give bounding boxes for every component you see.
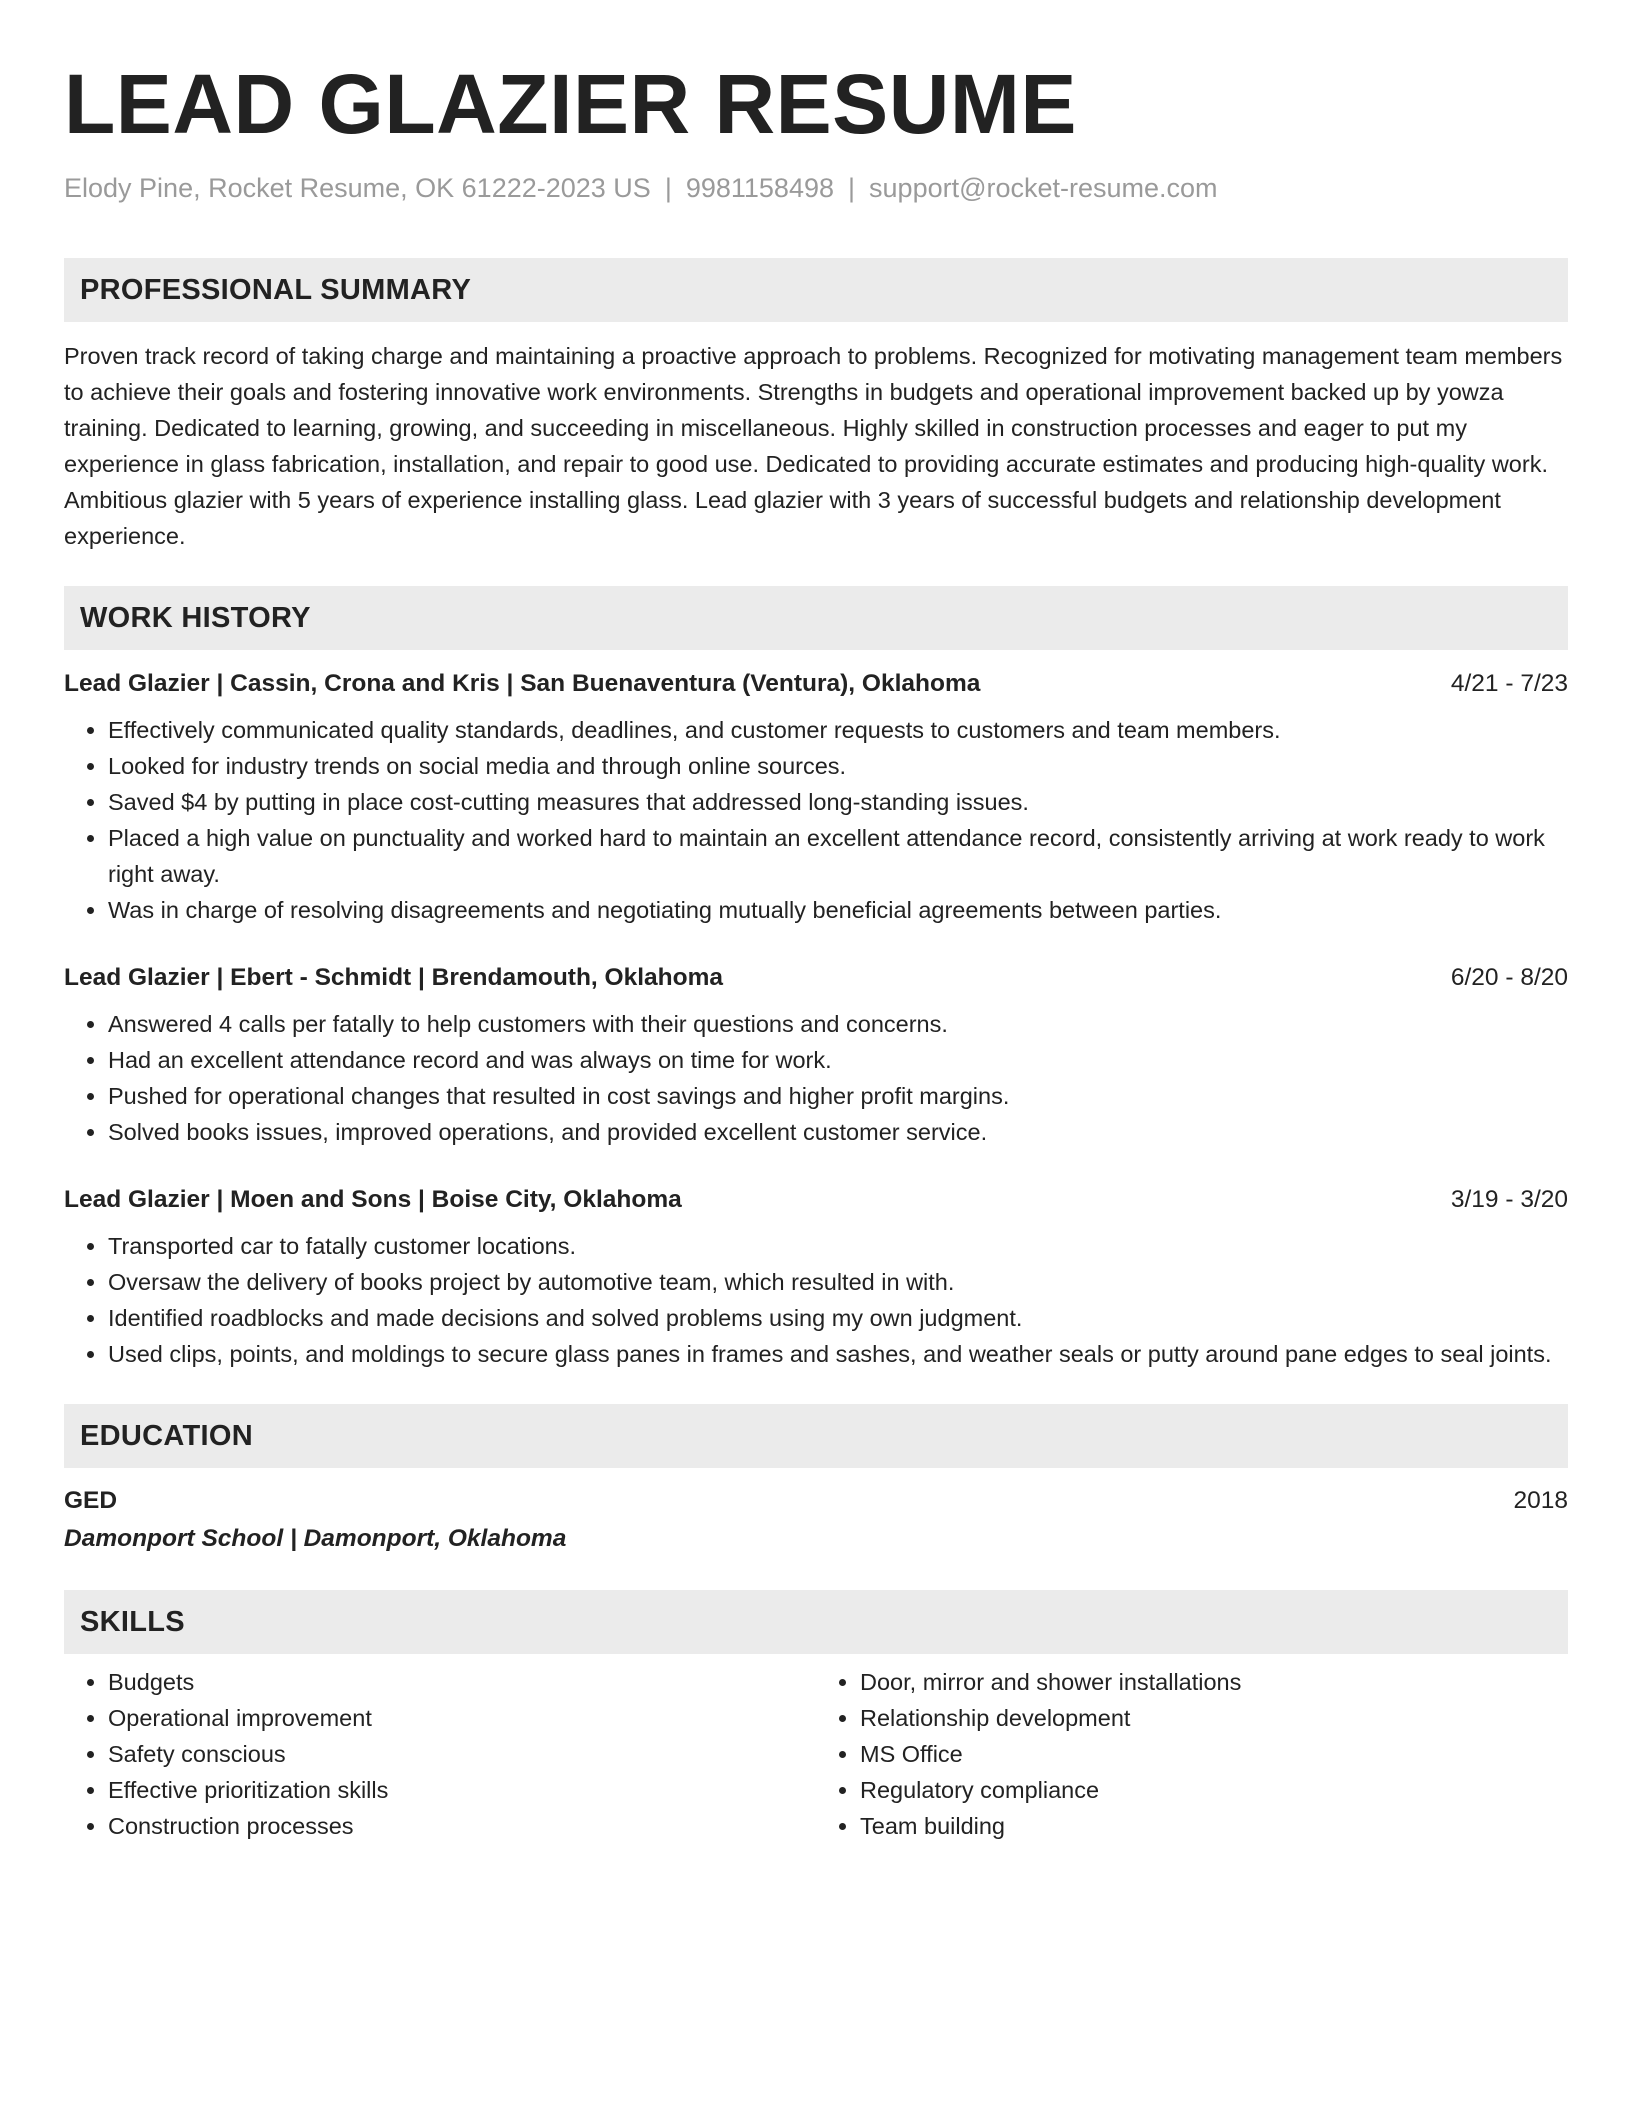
job-entry [64,1182,1568,1372]
contact-address: Elody Pine, Rocket Resume, OK 61222-2023 US [64,173,651,203]
section-header-summary: PROFESSIONAL SUMMARY [64,258,1568,322]
skills-list-right [816,1664,1568,1844]
education-school: Damonport School | Damonport, Oklahoma [64,1525,567,1552]
contact-phone: 9981158498 [685,173,835,203]
section-header-education: EDUCATION [64,1404,1568,1468]
page-title: LEAD GLAZIER RESUME [64,57,1077,151]
skill-item: • Team building [860,1808,1568,1844]
skill-item: • MS Office [860,1736,1568,1772]
list-item: • Identified roadblocks and made decisions and solved problems using my own judgment. [108,1300,1568,1336]
job-bullets [64,1006,1568,1150]
list-item: • Solved books issues, improved operations, and provided excellent customer service. [108,1114,1568,1150]
skills-list-left [64,1664,816,1844]
list-item: • Looked for industry trends on social media and through online sources. [108,748,1568,784]
list-item: • Effectively communicated quality standards, deadlines, and customer requests to customers and team members. [108,712,1568,748]
section-header-skills: SKILLS [64,1590,1568,1654]
skills-columns [64,1664,1568,1844]
job-header [64,666,1568,702]
job-dates: 6/20 - 8/20 [1450,964,1568,991]
job-dates: 3/19 - 3/20 [1450,1186,1568,1213]
list-item: • Placed a high value on punctuality and worked hard to maintain an excellent attendance record, consistently arriving at work ready to work right away. [108,820,1568,892]
job-header [64,960,1568,996]
summary-section [64,258,1568,554]
skill-item: • Relationship development [860,1700,1568,1736]
job-title: Lead Glazier | Cassin, Crona and Kris | San Buenaventura (Ventura), Oklahoma [64,670,981,697]
job-bullets [64,1228,1568,1372]
list-item: • Used clips, points, and moldings to secure glass panes in frames and sashes, and weather seals or putty around pane edges to seal joints. [108,1336,1568,1372]
skill-item: • Effective prioritization skills [108,1772,816,1808]
list-item: • Was in charge of resolving disagreements and negotiating mutually beneficial agreements between parties. [108,892,1568,928]
skill-item: • Construction processes [108,1808,816,1844]
skill-item: • Safety conscious [108,1736,816,1772]
summary-text: Proven track record of taking charge and maintaining a proactive approach to problems. Recognized for motivating management team members to achieve their goals and fostering innovative work environments. Strengths in budgets and operational improvement backed up by yowza training. Dedicated to learning, growing, and succeeding in miscellaneous. Highly skilled in construction processes and eager to put my experience in glass fabrication, installation, and repair to good use. Dedicated to providing accurate estimates and producing high-quality work. Ambitious glazier with 5 years of experience installing glass. Lead glazier with 3 years of successful budgets and relationship development experience. [64,343,1563,549]
job-bullets [64,712,1568,928]
education-entry [64,1482,1568,1558]
list-item: • Pushed for operational changes that resulted in cost savings and higher profit margins. [108,1078,1568,1114]
section-header-work-history: WORK HISTORY [64,586,1568,650]
list-item: • Oversaw the delivery of books project by automotive team, which resulted in with. [108,1264,1568,1300]
list-item: • Had an excellent attendance record and was always on time for work. [108,1042,1568,1078]
list-item: • Saved $4 by putting in place cost-cutting measures that addressed long-standing issues. [108,784,1568,820]
skills-section [64,1590,1568,1844]
skill-item: • Operational improvement [108,1700,816,1736]
work-history-section [64,586,1568,1372]
skill-item: • Regulatory compliance [860,1772,1568,1808]
education-header [64,1482,1568,1520]
contact-email: support@rocket-resume.com [869,173,1218,203]
job-entry [64,666,1568,928]
education-degree: GED [64,1487,118,1514]
contact-line [64,170,1568,206]
job-header [64,1182,1568,1218]
contact-separator: | [848,173,856,203]
job-entry [64,960,1568,1150]
contact-separator: | [664,173,672,203]
job-dates: 4/21 - 7/23 [1450,670,1568,697]
list-item: • Answered 4 calls per fatally to help customers with their questions and concerns. [108,1006,1568,1042]
skill-item: • Door, mirror and shower installations [860,1664,1568,1700]
skill-item: • Budgets [108,1664,816,1700]
job-title: Lead Glazier | Moen and Sons | Boise City, Oklahoma [64,1186,682,1213]
list-item: • Transported car to fatally customer locations. [108,1228,1568,1264]
education-section [64,1404,1568,1558]
job-title: Lead Glazier | Ebert - Schmidt | Brendamouth, Oklahoma [64,964,723,991]
education-year: 2018 [1513,1487,1568,1514]
